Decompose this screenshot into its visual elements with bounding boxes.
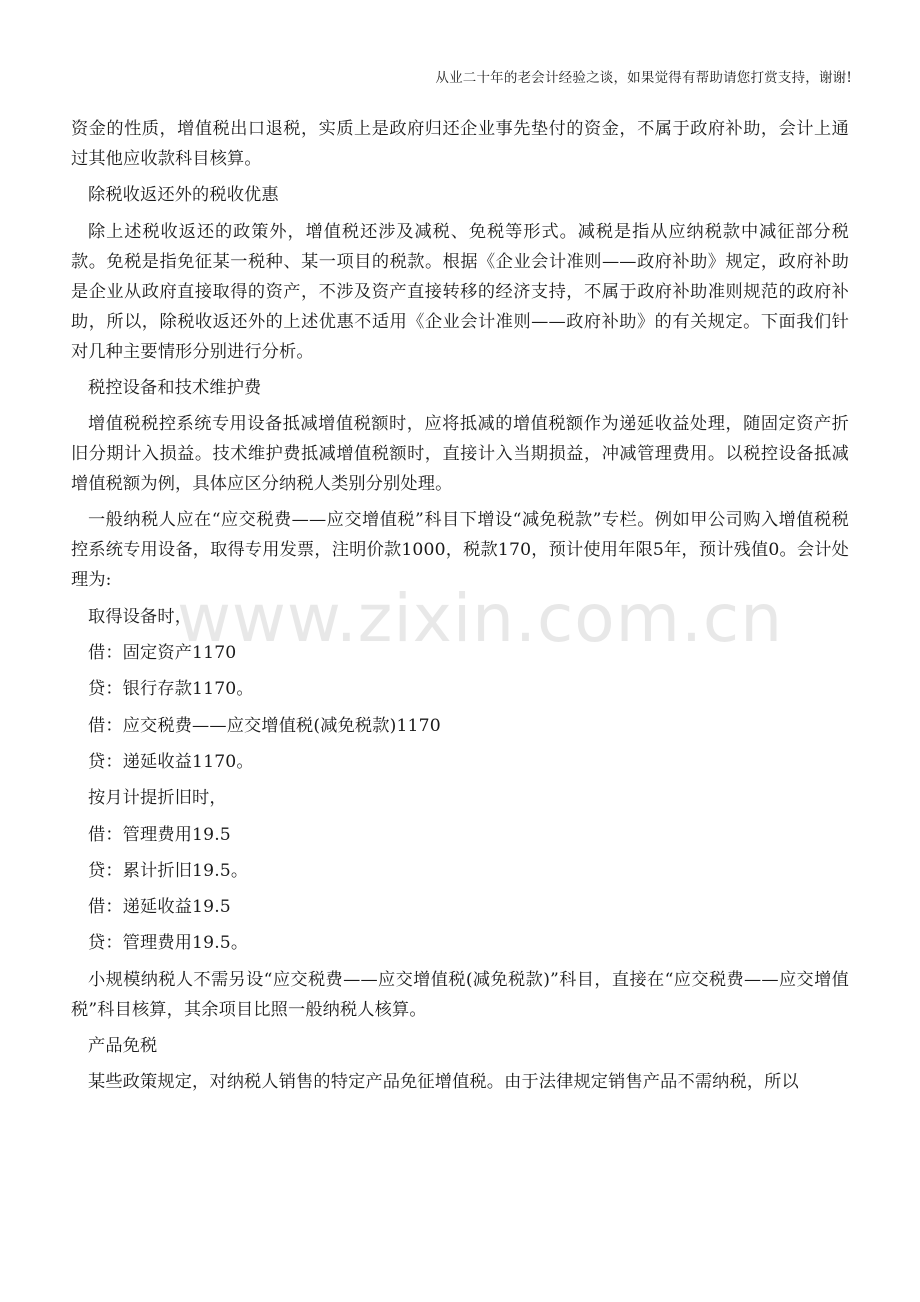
watermark-text: www.zixin.com.cn xyxy=(176,580,784,657)
journal-entry-line: 贷：银行存款1170。 xyxy=(88,679,254,700)
paragraph-tax-incentives: 除上述税收返还的政策外，增值税还涉及减税、免税等形式。减税是指从应纳税款中减征部分税款。免税是指免征某一税种、某一项目的税款。根据《企业会计准则——政府补助》规定，政府补助是企业从政府直接取得的资产，不涉及资产直接转移的经济支持，不属于政府补助准则规范的政府补助，所以，除税收返还外的上述优惠不适用《企业会计准则——政府补助》的有关规定。下面我们针对几种主要情形分别进行分析。 xyxy=(71,221,849,362)
journal-entry-line: 贷：管理费用19.5。 xyxy=(88,933,249,954)
paragraph-small-scale-taxpayer: 小规模纳税人不需另设“应交税费——应交增值税(减免税款)”科目，直接在“应交税费——应交增值税”科目核算，其余项目比照一般纳税人核算。 xyxy=(71,969,849,1020)
entry-label-depreciation: 按月计提折旧时， xyxy=(88,788,227,809)
section-heading-tax-control-equipment: 税控设备和技术维护费 xyxy=(88,377,262,398)
entry-label-acquire: 取得设备时， xyxy=(88,606,193,627)
document-body xyxy=(71,114,849,1104)
journal-entry-line: 借：管理费用19.5 xyxy=(88,824,231,845)
paragraph-continuation: 资金的性质，增值税出口退税，实质上是政府归还企业事先垫付的资金，不属于政府补助，会计上通过其他应收款科目核算。 xyxy=(71,119,849,169)
journal-entry-line: 贷：累计折旧19.5。 xyxy=(88,860,249,881)
journal-entry-line: 借：应交税费——应交增值税(减免税款)1170 xyxy=(88,715,441,736)
journal-entry-line: 借：固定资产1170 xyxy=(88,643,237,664)
paragraph-tax-control-equipment: 增值税税控系统专用设备抵减增值税额时，应将抵减的增值税额作为递延收益处理，随固定资产折旧分期计入损益。技术维护费抵减增值税额时，直接计入当期损益，冲减管理费用。以税控设备抵减增值税额为例，具体应区分纳税人类别分别处理。 xyxy=(71,414,849,495)
paragraph-general-taxpayer-example: 一般纳税人应在“应交税费——应交增值税”科目下增设“减免税款”专栏。例如甲公司购入增值税税控系统专用设备，取得专用发票，注明价款1000，税款170，预计使用年限5年，预计残值0。会计处理为: xyxy=(71,510,849,591)
section-heading-tax-incentives: 除税收返还外的税收优惠 xyxy=(88,185,279,206)
page-header-note: 从业二十年的老会计经验之谈，如果觉得有帮助请您打赏支持，谢谢! xyxy=(435,70,852,86)
journal-entry-line: 贷：递延收益1170。 xyxy=(88,751,254,772)
journal-entry-line: 借：递延收益19.5 xyxy=(88,897,231,918)
paragraph-product-exemption: 某些政策规定，对纳税人销售的特定产品免征增值税。由于法律规定销售产品不需纳税，所以 xyxy=(88,1072,799,1093)
section-heading-product-exemption: 产品免税 xyxy=(88,1036,158,1057)
